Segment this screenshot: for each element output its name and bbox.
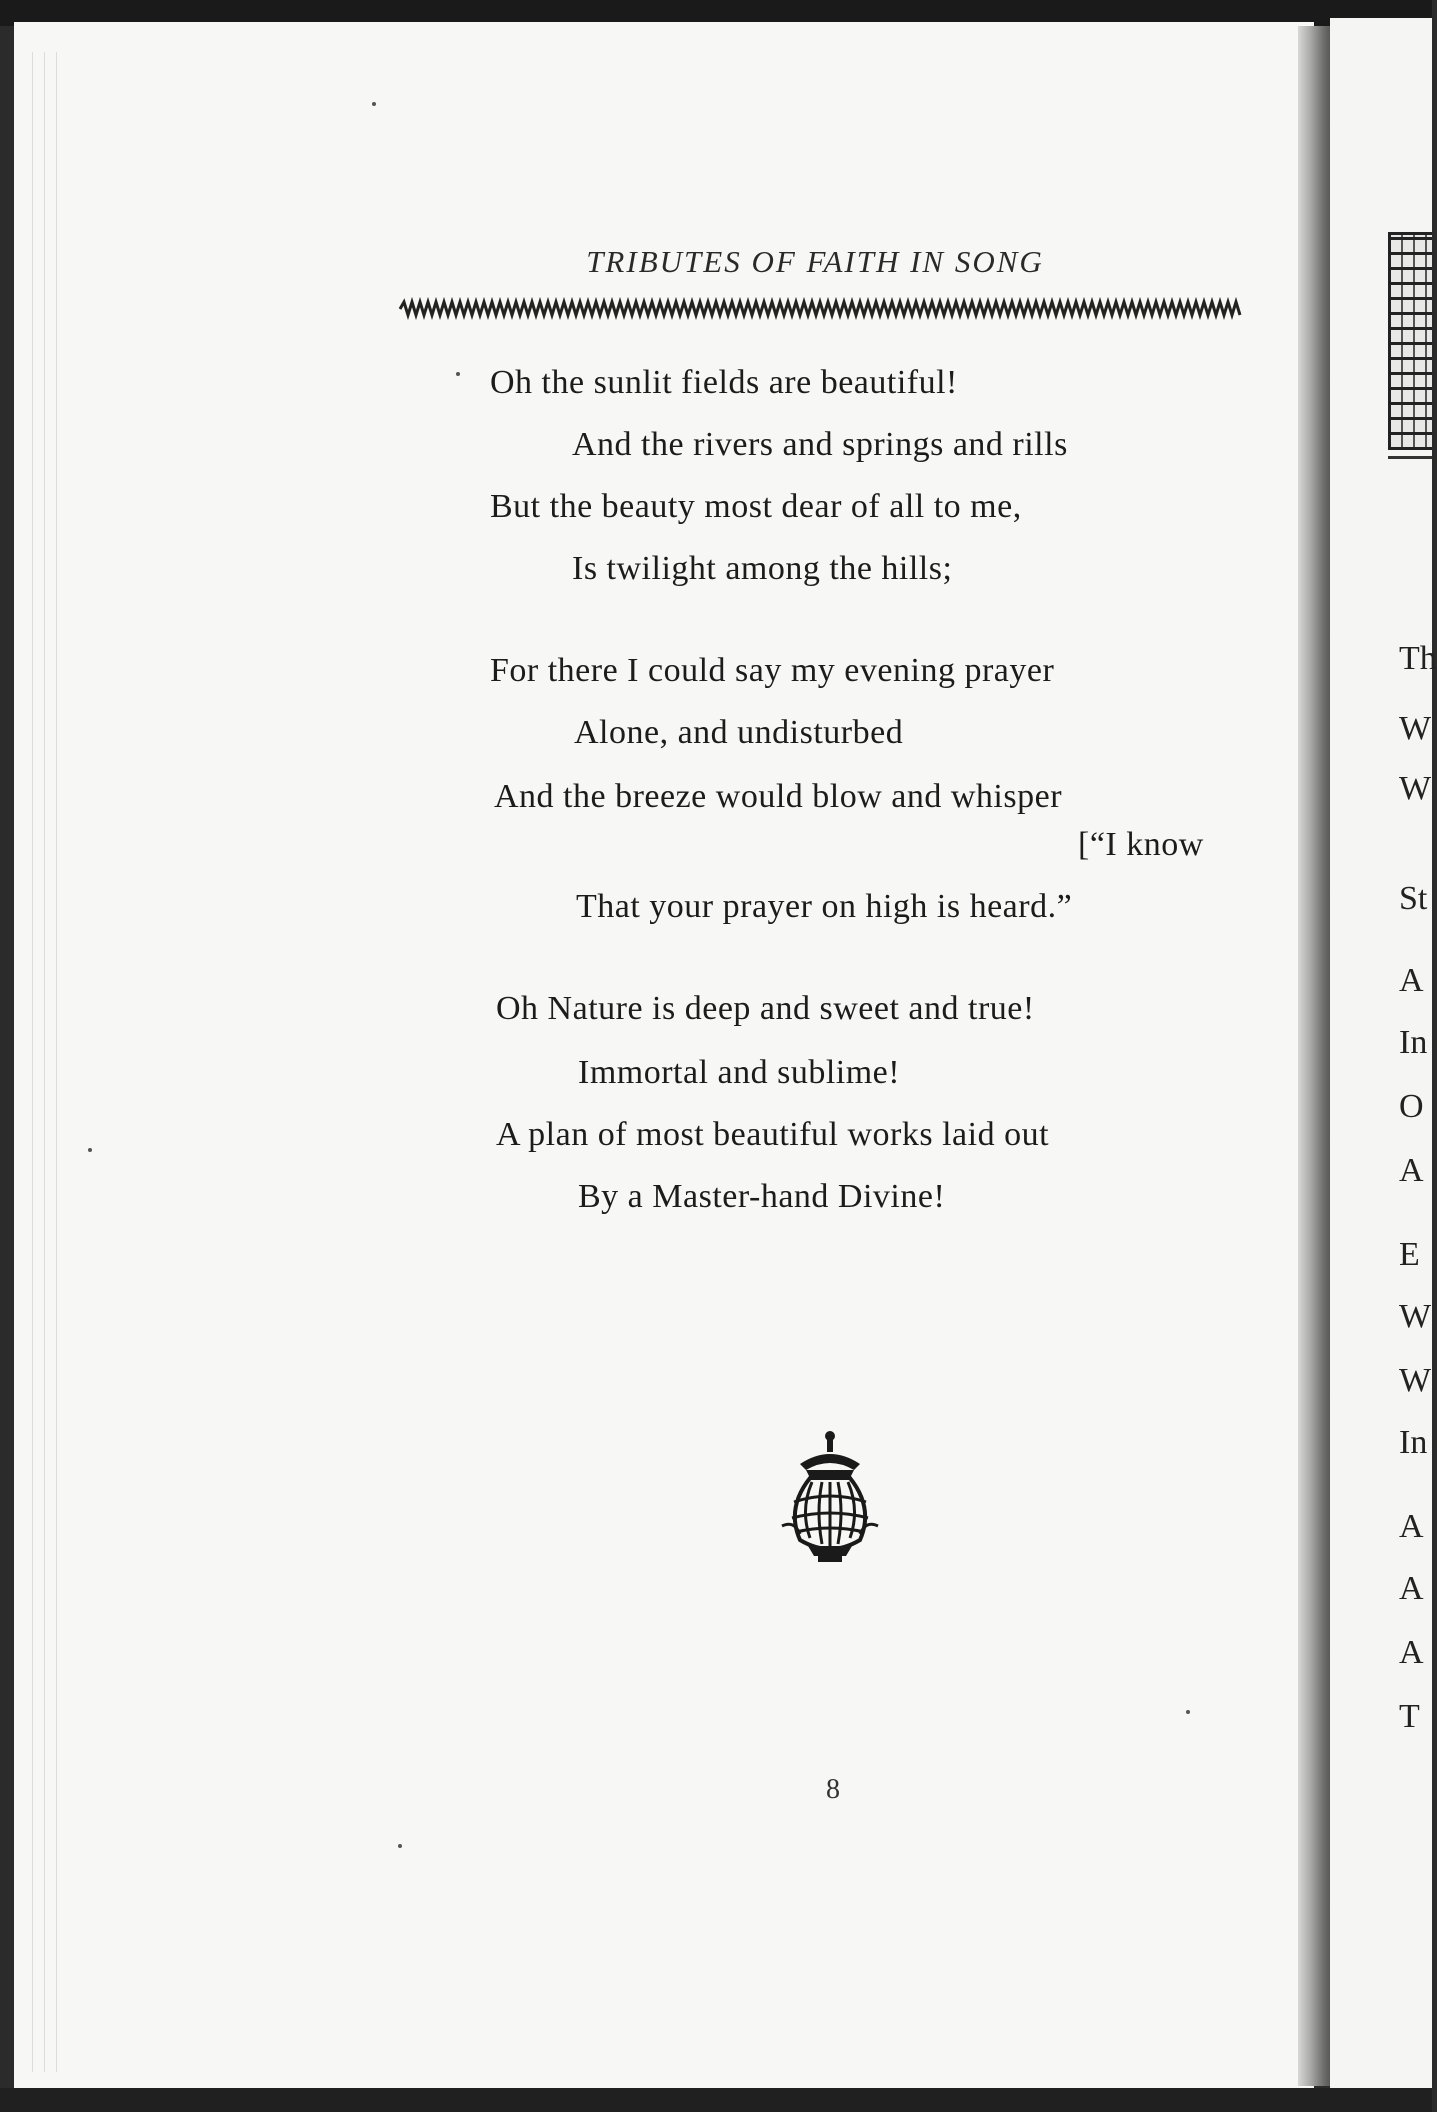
scan-speck [372,102,376,106]
right-page-line-start: A [1399,962,1424,999]
poem-line: By a Master-hand Divine! [578,1178,946,1215]
poem-line: That your prayer on high is heard.” [576,888,1073,925]
poem-line: Is twilight among the hills; [572,550,953,587]
page-number: 8 [826,1774,840,1805]
right-page-line-start: W [1399,710,1432,747]
poem-line: Alone, and undisturbed [574,714,904,751]
right-page-line-start: A [1399,1634,1424,1671]
right-page-line-start: A [1399,1570,1424,1607]
scan-speck [398,1844,402,1848]
right-page-line-start: O [1399,1088,1424,1125]
poem-line: But the beauty most dear of all to me, [490,488,1022,525]
right-page-line-start: In [1399,1024,1428,1061]
poem-line: A plan of most beautiful works laid out [496,1116,1050,1153]
right-page-line-start: T [1399,1698,1420,1735]
vase-tailpiece-icon [778,1430,882,1572]
poem-line: Oh the sunlit fields are beautiful! [490,364,958,401]
right-page-line-start: A [1399,1152,1424,1189]
scan-speck [1186,1710,1190,1714]
right-page-line-start: Th [1399,640,1437,677]
poem-line-turnover: [“I know [1078,826,1204,863]
right-page-line-start: W [1399,1298,1432,1335]
right-page-line-start: E [1399,1236,1420,1273]
right-page-line-start: In [1399,1424,1428,1461]
scan-speck [456,372,460,376]
running-head: TRIBUTES OF FAITH IN SONG [586,244,1044,279]
right-page-line-start: W [1399,1362,1432,1399]
poem-line: And the breeze would blow and whisper [494,778,1063,815]
poem-line: Oh Nature is deep and sweet and true! [496,990,1035,1027]
right-page-line-start: St [1399,880,1428,917]
scan-speck [88,1148,92,1152]
right-page-line-start: W [1399,770,1432,807]
right-page-line-start: A [1399,1508,1424,1545]
poem-line: Immortal and sublime! [578,1054,901,1091]
poem-line: For there I could say my evening prayer [490,652,1055,689]
poem-line: And the rivers and springs and rills [572,426,1068,463]
